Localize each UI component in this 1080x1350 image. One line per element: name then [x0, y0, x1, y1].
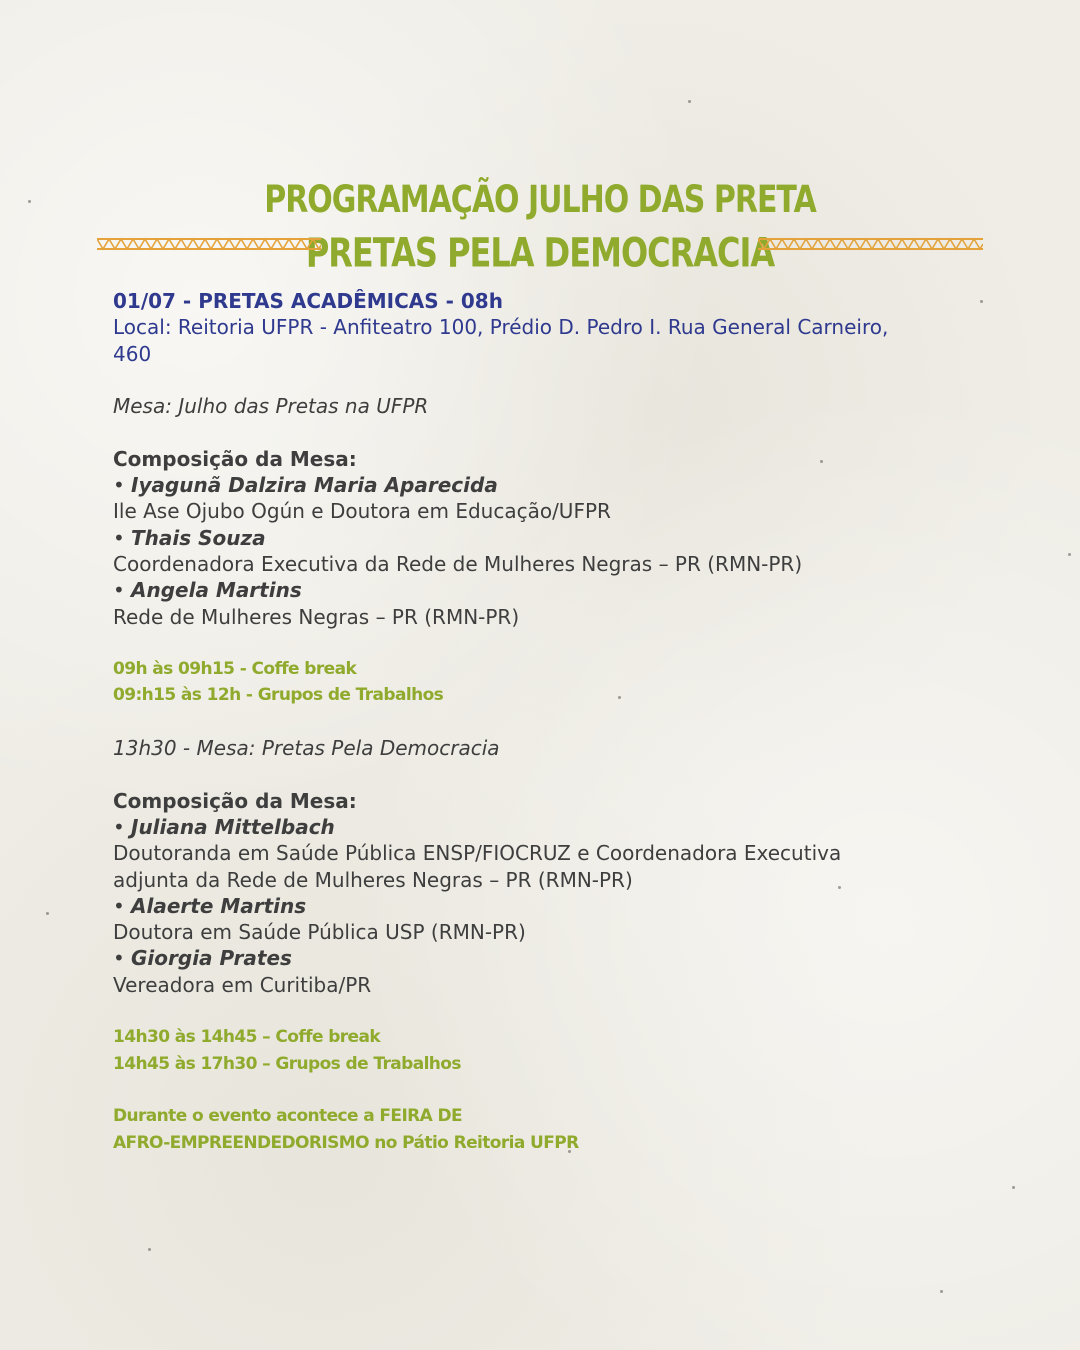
session1-composition-label: Composição da Mesa: — [113, 446, 357, 471]
bullet-icon: • — [113, 525, 125, 550]
zigzag-ornament-left — [97, 236, 321, 252]
member-role: Doutora em Saúde Pública USP (RMN-PR) — [113, 920, 526, 945]
bullet-icon: • — [113, 946, 125, 971]
bullet-icon: • — [113, 473, 125, 498]
member-role: Rede de Mulheres Negras – PR (RMN-PR) — [113, 604, 520, 629]
member-name: • Angela Martins — [113, 578, 302, 603]
schedule-item: 09h às 09h15 - Coffe break — [113, 659, 357, 680]
event-location-line: Local: Reitoria UFPR - Anfiteatro 100, Prédio D. Pedro I. Rua General Carneiro, — [113, 315, 889, 340]
member-name: • Alaerte Martins — [113, 893, 307, 918]
paper-speck — [980, 300, 983, 303]
page-subtitle: PRETAS PELA DEMOCRACIA — [305, 229, 775, 277]
paper-speck — [1012, 1186, 1015, 1189]
member-role: Doutoranda em Saúde Pública ENSP/FIOCRUZ e Coordenadora Executiva — [113, 841, 842, 866]
member-role: Vereadora em Curitiba/PR — [113, 972, 372, 997]
member-name: • Iyagunã Dalzira Maria Aparecida — [113, 473, 498, 498]
member-name: • Giorgia Prates — [113, 946, 292, 971]
schedule-item: 09:h15 às 12h - Grupos de Trabalhos — [113, 685, 444, 706]
member-role: Coordenadora Executiva da Rede de Mulheres Negras – PR (RMN-PR) — [113, 551, 803, 576]
event-location-line: 460 — [113, 341, 152, 366]
footer-note-line: AFRO-EMPREENDEDORISMO no Pátio Reitoria UFPR — [113, 1132, 579, 1153]
paper-speck — [46, 912, 49, 915]
paper-speck — [148, 1248, 151, 1251]
event-date-heading: 01/07 - PRETAS ACADÊMICAS - 08h — [113, 289, 503, 313]
session2-mesa-title: 13h30 - Mesa: Pretas Pela Democracia — [113, 736, 500, 761]
paper-speck — [688, 100, 691, 103]
paper-speck — [1068, 553, 1071, 556]
bullet-icon: • — [113, 893, 125, 918]
member-name: • Juliana Mittelbach — [113, 814, 335, 839]
program-content — [113, 288, 953, 1156]
session2-composition-label: Composição da Mesa: — [113, 788, 357, 813]
member-name: • Thais Souza — [113, 525, 266, 550]
zigzag-ornament-right — [758, 236, 983, 252]
member-role: Ile Ase Ojubo Ogún e Doutora em Educação/UFPR — [113, 499, 611, 524]
session1-mesa-title: Mesa: Julho das Pretas na UFPR — [113, 394, 429, 419]
page-title: PROGRAMAÇÃO JULHO DAS PRETA — [264, 178, 816, 222]
member-role: adjunta da Rede de Mulheres Negras – PR (RMN-PR) — [113, 867, 633, 892]
paper-speck — [940, 1290, 943, 1293]
footer-note-line: Durante o evento acontece a FEIRA DE — [113, 1106, 463, 1127]
bullet-icon: • — [113, 814, 125, 839]
bullet-icon: • — [113, 578, 125, 603]
schedule-item: 14h30 às 14h45 – Coffe break — [113, 1027, 381, 1048]
schedule-item: 14h45 às 17h30 – Grupos de Trabalhos — [113, 1053, 461, 1074]
